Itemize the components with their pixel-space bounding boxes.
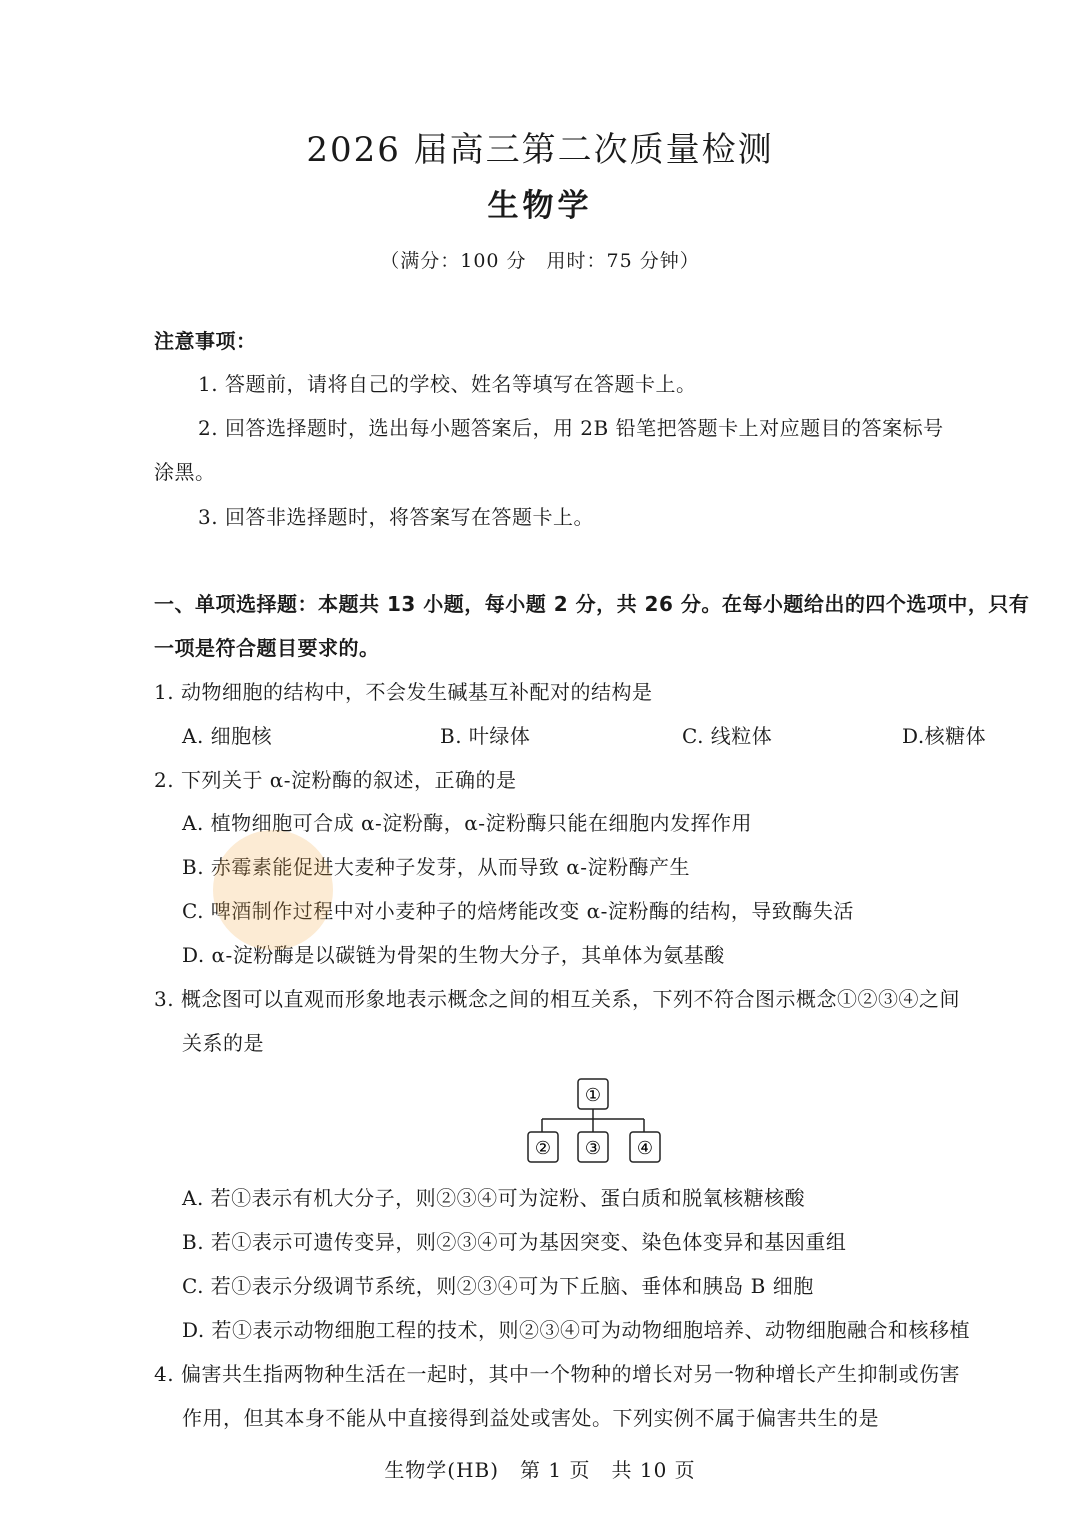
section-heading-line2: 一项是符合题目要求的。 xyxy=(154,636,380,660)
concept-diagram xyxy=(520,1074,670,1174)
q2-option-b: B. 赤霉素能促进大麦种子发芽，从而导致 α-淀粉酶产生 xyxy=(182,855,691,879)
section-heading-line1: 一、单项选择题：本题共 13 小题，每小题 2 分，共 26 分。在每小题给出的四个选项中，只有 xyxy=(154,592,1030,616)
watermark-stamp-logo xyxy=(213,830,333,950)
concept-diagram-svg xyxy=(520,1074,670,1174)
q1-option-a: A. 细胞核 xyxy=(182,724,273,748)
q4-stem-line2: 作用，但其本身不能从中直接得到益处或害处。下列实例不属于偏害共生的是 xyxy=(182,1406,879,1430)
q3-option-b: B. 若①表示可遗传变异，则②③④可为基因突变、染色体变异和基因重组 xyxy=(182,1230,847,1254)
q1-option-c: C. 线粒体 xyxy=(682,724,773,748)
diagram-label-mid: ③ xyxy=(584,1138,602,1159)
subject-title: 生物学 xyxy=(487,188,593,224)
q2-option-c: C. 啤酒制作过程中对小麦种子的焙烤能改变 α-淀粉酶的结构，导致酶失活 xyxy=(182,899,854,923)
page-footer: 生物学(HB) 第 1 页 共 10 页 xyxy=(384,1458,696,1482)
q2-option-a: A. 植物细胞可合成 α-淀粉酶，α-淀粉酶只能在细胞内发挥作用 xyxy=(182,811,753,835)
exam-meta: （满分：100 分 用时：75 分钟） xyxy=(380,250,700,272)
q4-stem-line1: 4. 偏害共生指两物种生活在一起时，其中一个物种的增长对另一物种增长产生抑制或伤害 xyxy=(154,1362,960,1386)
q3-option-a: A. 若①表示有机大分子，则②③④可为淀粉、蛋白质和脱氧核糖核酸 xyxy=(182,1186,806,1210)
q1-option-b: B. 叶绿体 xyxy=(440,724,531,748)
diagram-label-top: ① xyxy=(584,1085,602,1106)
diagram-label-right: ④ xyxy=(636,1138,654,1159)
q3-option-c: C. 若①表示分级调节系统，则②③④可为下丘脑、垂体和胰岛 B 细胞 xyxy=(182,1274,814,1298)
note-item-2-line1: 2. 回答选择题时，选出每小题答案后，用 2B 铅笔把答题卡上对应题目的答案标号 xyxy=(198,416,944,440)
note-item-1: 1. 答题前，请将自己的学校、姓名等填写在答题卡上。 xyxy=(198,372,697,396)
note-item-2-line2: 涂黑。 xyxy=(154,460,216,484)
q1-stem: 1. 动物细胞的结构中，不会发生碱基互补配对的结构是 xyxy=(154,680,653,704)
q3-stem-line1: 3. 概念图可以直观而形象地表示概念之间的相互关系，下列不符合图示概念①②③④之间 xyxy=(154,987,960,1011)
notes-heading: 注意事项： xyxy=(154,329,257,353)
q2-option-d: D. α-淀粉酶是以碳链为骨架的生物大分子，其单体为氨基酸 xyxy=(182,943,725,967)
q3-stem-line2: 关系的是 xyxy=(182,1031,264,1055)
note-item-3: 3. 回答非选择题时，将答案写在答题卡上。 xyxy=(198,505,594,529)
diagram-label-left: ② xyxy=(534,1138,552,1159)
q3-option-d: D. 若①表示动物细胞工程的技术，则②③④可为动物细胞培养、动物细胞融合和核移植 xyxy=(182,1318,971,1342)
q1-option-d: D.核糖体 xyxy=(902,724,987,748)
q2-stem: 2. 下列关于 α-淀粉酶的叙述，正确的是 xyxy=(154,768,517,792)
exam-title: 2026 届高三第二次质量检测 xyxy=(306,130,774,170)
